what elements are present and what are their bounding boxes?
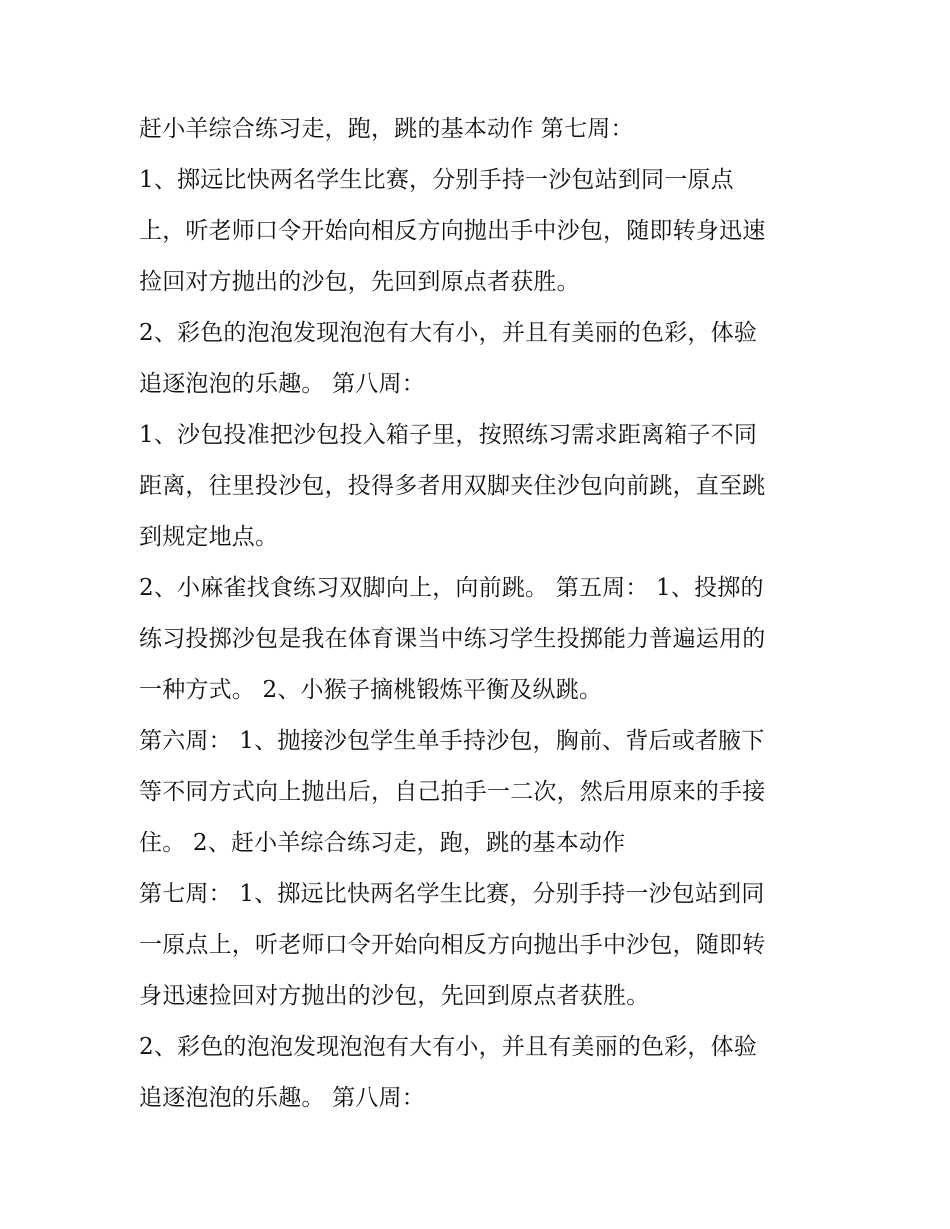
text-line: 上，听老师口令开始向相反方向抛出手中沙包，随即转身迅速 <box>139 218 766 244</box>
text-line: 一种方式。 2、小猴子摘桃锻炼平衡及纵跳。 <box>139 677 603 703</box>
text-line: 一原点上，听老师口令开始向相反方向抛出手中沙包，随即转 <box>139 932 766 958</box>
text-line: 等不同方式向上抛出后，自己拍手一二次，然后用原来的手接 <box>139 779 766 805</box>
text-line: 练习投掷沙包是我在体育课当中练习学生投掷能力普遍运用的 <box>139 626 766 652</box>
text-line: 追逐泡泡的乐趣。 第八周： <box>139 371 425 397</box>
text-line: 住。 2、赶小羊综合练习走，跑，跳的基本动作 <box>139 830 626 856</box>
text-line: 第七周： 1、掷远比快两名学生比赛，分别手持一沙包站到同 <box>139 881 765 907</box>
text-line: 到规定地点。 <box>139 524 279 550</box>
text-line: 2、彩色的泡泡发现泡泡有大有小，并且有美丽的色彩，体验 <box>139 1034 758 1060</box>
text-line: 1、掷远比快两名学生比赛，分别手持一沙包站到同一原点 <box>139 167 734 193</box>
text-line: 距离，往里投沙包，投得多者用双脚夹住沙包向前跳，直至跳 <box>139 473 766 499</box>
text-line: 2、彩色的泡泡发现泡泡有大有小，并且有美丽的色彩，体验 <box>139 320 758 346</box>
text-line: 捡回对方抛出的沙包，先回到原点者获胜。 <box>139 269 580 295</box>
text-line: 1、沙包投准把沙包投入箱子里，按照练习需求距离箱子不同 <box>139 422 758 448</box>
text-line: 身迅速捡回对方抛出的沙包，先回到原点者获胜。 <box>139 983 650 1009</box>
text-line: 追逐泡泡的乐趣。 第八周： <box>139 1085 425 1111</box>
body-text <box>139 104 819 1124</box>
text-line: 赶小羊综合练习走，跑，跳的基本动作 第七周： <box>139 116 634 142</box>
text-line: 第六周： 1、抛接沙包学生单手持沙包，胸前、背后或者腋下 <box>139 728 765 754</box>
text-line: 2、小麻雀找食练习双脚向上，向前跳。 第五周： 1、投掷的 <box>139 575 764 601</box>
